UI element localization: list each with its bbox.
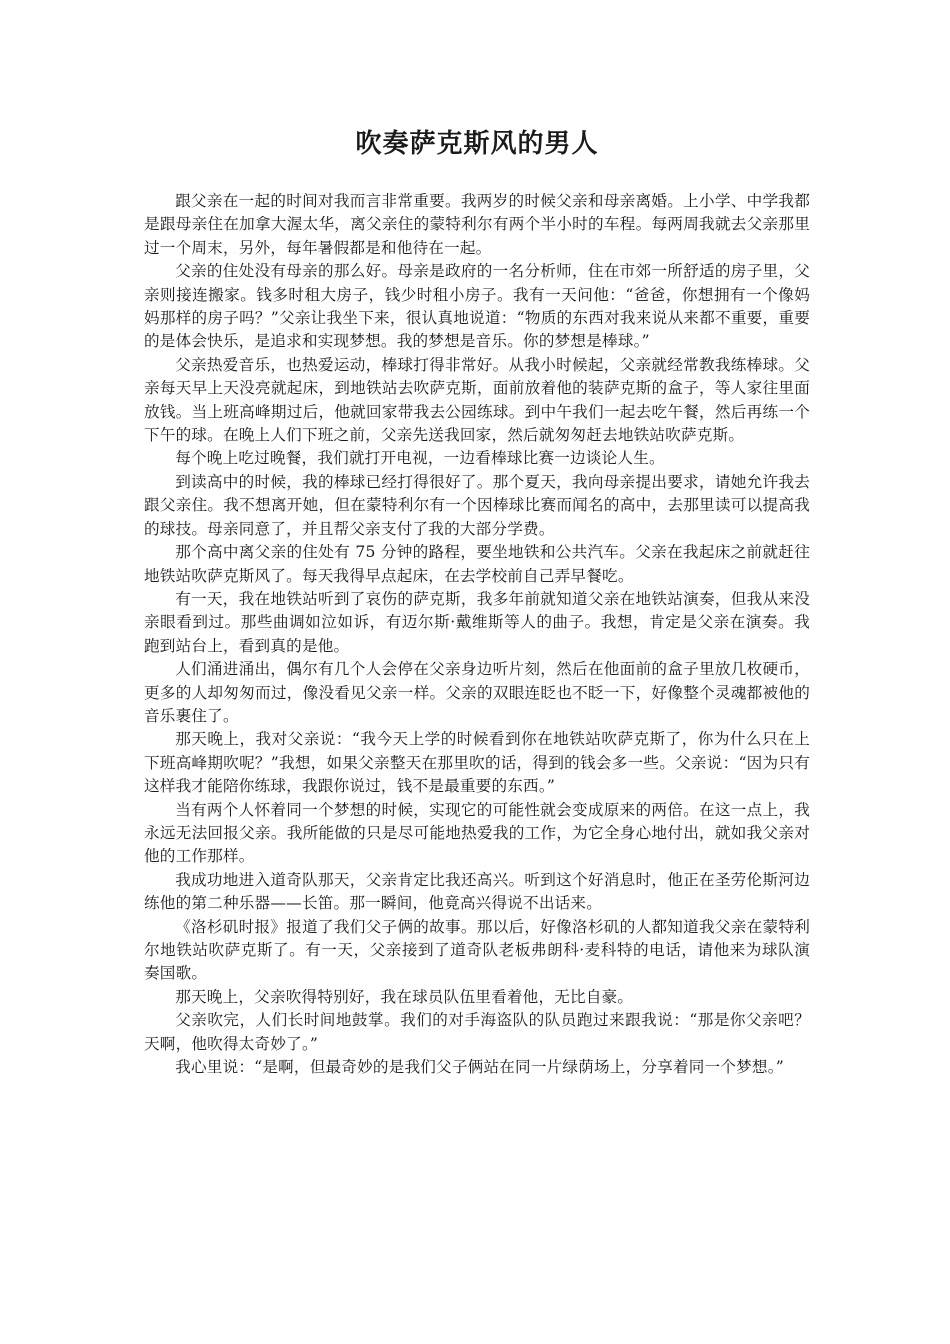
paragraph: 父亲的住处没有母亲的那么好。母亲是政府的一名分析师，住在市郊一所舒适的房子里，父亲则接连搬家。钱多时租大房子，钱少时租小房子。我有一天问他：“爸爸，你想拥有一个像妈妈那样的房子吗？”父亲让我坐下来，很认真地说道：“物质的东西对我来说从来都不重要，重要的是体会快乐，是追求和实现梦想。我的梦想是音乐。你的梦想是棒球。” (144, 262, 810, 351)
paragraph: 每个晚上吃过晚餐，我们就打开电视，一边看棒球比赛一边谈论人生。 (175, 449, 665, 468)
paragraph: 当有两个人怀着同一个梦想的时候，实现它的可能性就会变成原来的两倍。在这一点上，我永远无法回报父亲。我所能做的只是尽可能地热爱我的工作，为它全身心地付出，就如我父亲对他的工作那样。 (144, 800, 810, 866)
document-title: 吹奏萨克斯风的男人 (355, 129, 599, 159)
paragraph: 那个高中离父亲的住处有 75 分钟的路程，要坐地铁和公共汽车。父亲在我起床之前就赶往地铁站吹萨克斯风了。每天我得早点起床，在去学校前自己弄早餐吃。 (144, 543, 810, 585)
paragraph: 有一天，我在地铁站听到了哀伤的萨克斯，我多年前就知道父亲在地铁站演奏，但我从来没亲眼看到过。那些曲调如泣如诉，有迈尔斯·戴维斯等人的曲子。我想，肯定是父亲在演奏。我跑到站台上，看到真的是他。 (144, 589, 810, 655)
paragraph: 那天晚上，父亲吹得特别好，我在球员队伍里看着他，无比自豪。 (175, 987, 634, 1006)
paragraph: 我心里说：“是啊，但最奇妙的是我们父子俩站在同一片绿荫场上，分享着同一个梦想。” (175, 1058, 784, 1077)
document-body (144, 190, 810, 1079)
paragraph: 《洛杉矶时报》报道了我们父子俩的故事。那以后，好像洛杉矶的人都知道我父亲在蒙特利尔地铁站吹萨克斯了。有一天，父亲接到了道奇队老板弗朗科·麦科特的电话，请他来为球队演奏国歌。 (144, 917, 810, 983)
paragraph: 跟父亲在一起的时间对我而言非常重要。我两岁的时候父亲和母亲离婚。上小学、中学我都是跟母亲住在加拿大渥太华，离父亲住的蒙特利尔有两个半小时的车程。每两周我就去父亲那里过一个周末，另外，每年暑假都是和他待在一起。 (144, 192, 810, 257)
paragraph: 父亲吹完，人们长时间地鼓掌。我们的对手海盗队的队员跑过来跟我说：“那是你父亲吧？天啊，他吹得太奇妙了。” (144, 1011, 810, 1053)
paragraph: 我成功地进入道奇队那天，父亲肯定比我还高兴。听到这个好消息时，他正在圣劳伦斯河边练他的第二种乐器——长笛。那一瞬间，他竟高兴得说不出话来。 (144, 870, 810, 913)
paragraph: 到读高中的时候，我的棒球已经打得很好了。那个夏天，我向母亲提出要求，请她允许我去跟父亲住。我不想离开她，但在蒙特利尔有一个因棒球比赛而闻名的高中，去那里读可以提高我的球技。母亲同意了，并且帮父亲支付了我的大部分学费。 (144, 472, 810, 538)
paragraph: 人们涌进涌出，偶尔有几个人会停在父亲身边听片刻，然后在他面前的盒子里放几枚硬币，更多的人却匆匆而过，像没看见父亲一样。父亲的双眼连眨也不眨一下，好像整个灵魂都被他的音乐裹住了。 (144, 660, 810, 725)
paragraph: 那天晚上，我对父亲说：“我今天上学的时候看到你在地铁站吹萨克斯了，你为什么只在上下班高峰期吹呢？”我想，如果父亲整天在那里吹的话，得到的钱会多一些。父亲说：“因为只有这样我才能陪你练球，我跟你说过，钱不是最重要的东西。” (144, 730, 810, 796)
document-page (144, 124, 810, 1079)
paragraph: 父亲热爱音乐，也热爱运动，棒球打得非常好。从我小时候起，父亲就经常教我练棒球。父亲每天早上天没亮就起床，到地铁站去吹萨克斯，面前放着他的装萨克斯的盒子，等人家往里面放钱。当上班高峰期过后，他就回家带我去公园练球。到中午我们一起去吃午餐，然后再练一个下午的球。在晚上人们下班之前，父亲先送我回家，然后就匆匆赶去地铁站吹萨克斯。 (144, 355, 810, 445)
